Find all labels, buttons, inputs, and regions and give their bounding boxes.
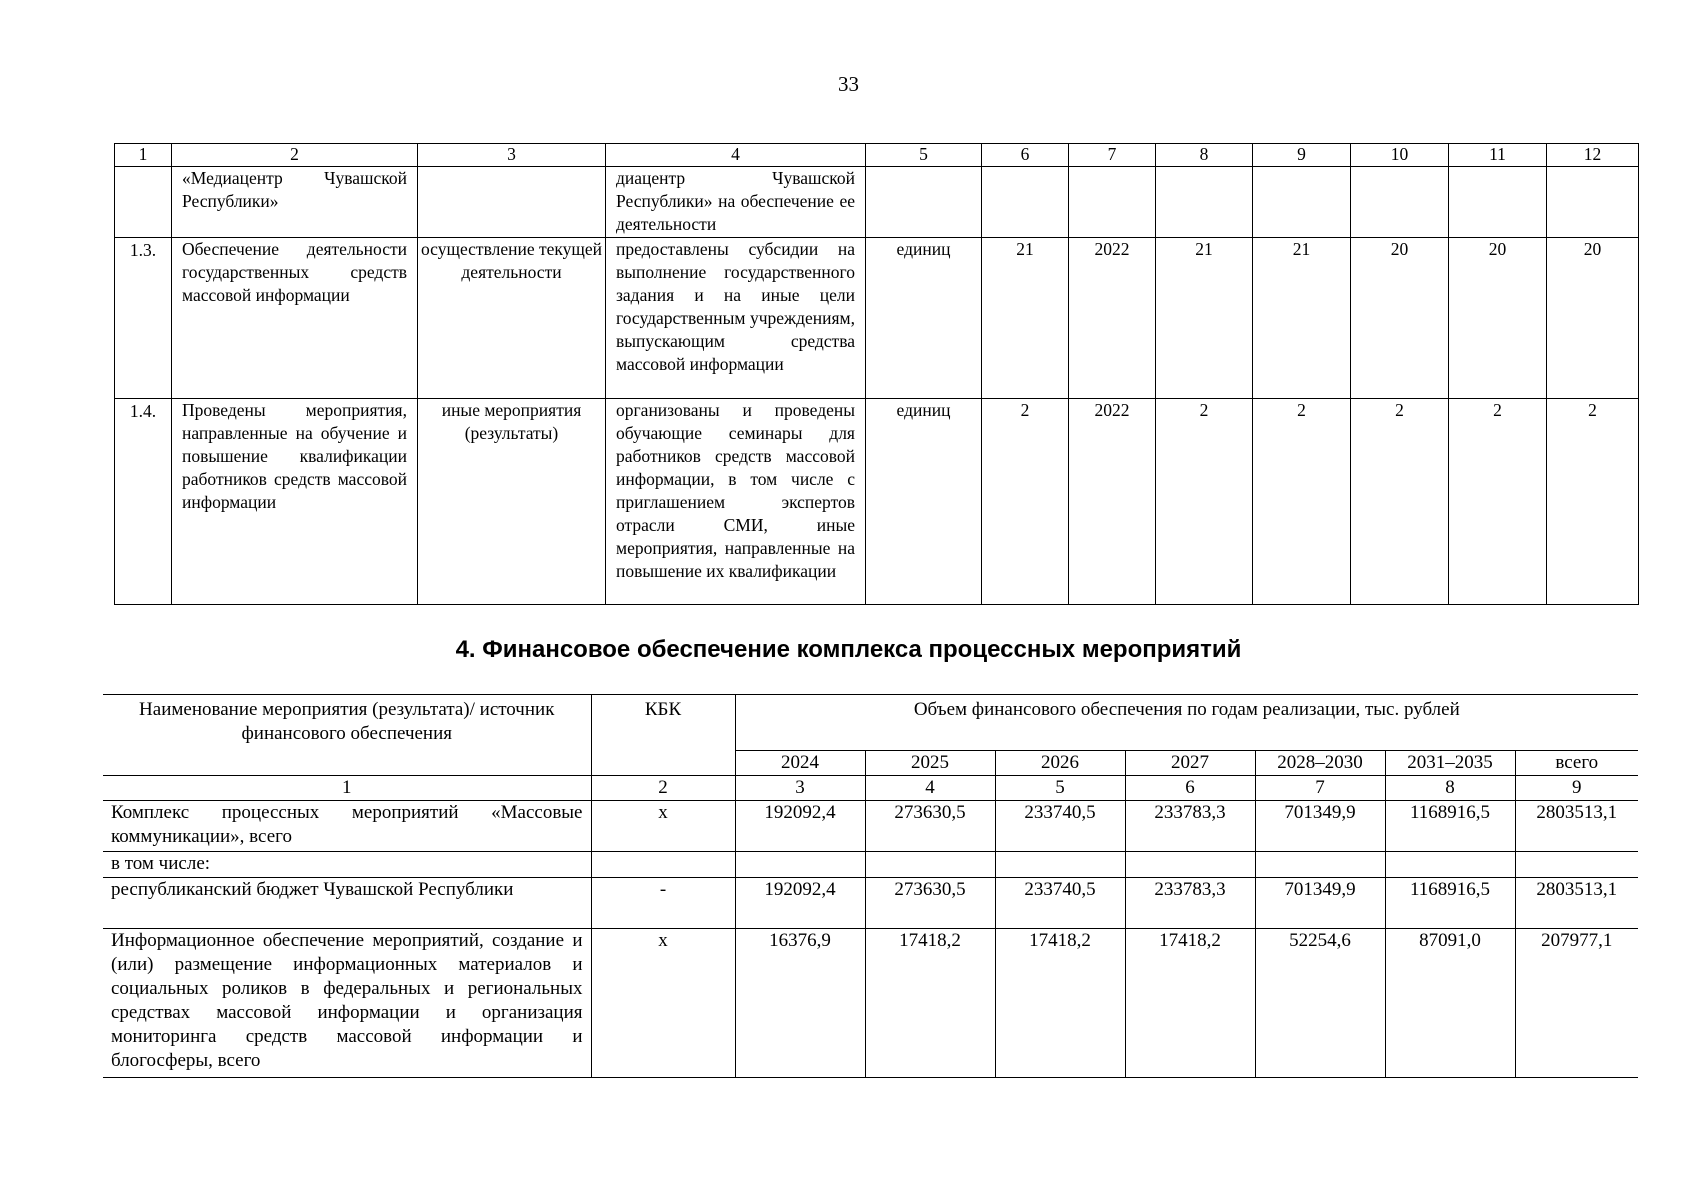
column-number: 3 <box>418 144 606 167</box>
table-row <box>103 929 1638 1078</box>
value-2024 <box>1156 167 1253 238</box>
column-number: 6 <box>1125 776 1255 801</box>
value-cell: 192092,4 <box>735 878 865 929</box>
value-2026: 2 <box>1351 399 1449 605</box>
table-row <box>103 878 1638 929</box>
column-number: 1 <box>115 144 172 167</box>
column-number: 1 <box>103 776 591 801</box>
task-description: предоставлены субсидии на выполнение государственного задания и на иные цели государственным учреждениям, выпускающим средства массовой информации <box>606 238 866 399</box>
value-2024: 2 <box>1156 399 1253 605</box>
value-cell: 273630,5 <box>865 878 995 929</box>
value-2028: 2 <box>1547 399 1639 605</box>
unit <box>866 167 982 238</box>
row-kbk: х <box>591 801 735 852</box>
value-cell <box>865 852 995 878</box>
table-row <box>103 801 1638 852</box>
year-header: 2026 <box>995 751 1125 776</box>
total-header: всего <box>1515 751 1638 776</box>
year-header: 2024 <box>735 751 865 776</box>
row-name: в том числе: <box>103 852 591 878</box>
column-number-row <box>103 776 1638 801</box>
table-header-row <box>103 695 1638 751</box>
row-number <box>115 167 172 238</box>
value-2027: 20 <box>1449 238 1547 399</box>
unit: единиц <box>866 399 982 605</box>
task-description: организованы и проведены обучающие семинары для работников средств массовой информации, в том числе с приглашением экспертов отрасли СМИ, иные мероприятия, направленные на повышение их квалификации <box>606 399 866 605</box>
value-cell: 1168916,5 <box>1385 878 1515 929</box>
value-2025 <box>1253 167 1351 238</box>
year-header: 2025 <box>865 751 995 776</box>
value-cell: 52254,6 <box>1255 929 1385 1078</box>
value-cell: 17418,2 <box>995 929 1125 1078</box>
value-2025: 2 <box>1253 399 1351 605</box>
value-cell: 207977,1 <box>1515 929 1638 1078</box>
table-row <box>115 399 1639 605</box>
column-number: 5 <box>995 776 1125 801</box>
row-number: 1.3. <box>115 238 172 399</box>
column-number: 9 <box>1253 144 1351 167</box>
page-number: 33 <box>838 72 859 96</box>
task-name: Обеспечение деятельности государственных средств массовой информации <box>172 238 418 399</box>
value-cell: 273630,5 <box>865 801 995 852</box>
year-header: 2027 <box>1125 751 1255 776</box>
value-cell: 16376,9 <box>735 929 865 1078</box>
year-header: 2031–2035 <box>1385 751 1515 776</box>
value-cell: 2803513,1 <box>1515 878 1638 929</box>
row-name: Информационное обеспечение мероприятий, создание и (или) размещение информационных материалов и социальных роликов в федеральных и региональных средствах массовой информации и организация мониторинга средств массовой информации и блогосферы, всего <box>103 929 591 1078</box>
value-cell: 2803513,1 <box>1515 801 1638 852</box>
header-volume: Объем финансового обеспечения по годам реализации, тыс. рублей <box>735 695 1638 751</box>
value-2027: 2 <box>1449 399 1547 605</box>
task-type: иные мероприятия (результаты) <box>418 399 606 605</box>
row-kbk: - <box>591 878 735 929</box>
value-cell <box>1125 852 1255 878</box>
row-name: республиканский бюджет Чувашской Республики <box>103 878 591 929</box>
section-title: 4. Финансовое обеспечение комплекса процессных мероприятий <box>455 636 1242 663</box>
task-type <box>418 167 606 238</box>
column-number: 11 <box>1449 144 1547 167</box>
value-2024: 21 <box>1156 238 1253 399</box>
value-2025: 21 <box>1253 238 1351 399</box>
column-number: 7 <box>1255 776 1385 801</box>
column-number: 10 <box>1351 144 1449 167</box>
task-name: «Медиацентр Чувашской Республики» <box>172 167 418 238</box>
row-name: Комплекс процессных мероприятий «Массовые коммуникации», всего <box>103 801 591 852</box>
value-cell: 233740,5 <box>995 801 1125 852</box>
task-description: диацентр Чувашской Республики» на обеспечение ее деятельности <box>606 167 866 238</box>
column-number: 8 <box>1385 776 1515 801</box>
value-2026 <box>1351 167 1449 238</box>
table-row <box>115 167 1639 238</box>
value-cell <box>995 852 1125 878</box>
table-row <box>103 852 1638 878</box>
header-name: Наименование мероприятия (результата)/ источник финансового обеспечения <box>103 695 591 776</box>
base-value: 21 <box>982 238 1069 399</box>
year-header: 2028–2030 <box>1255 751 1385 776</box>
value-cell: 233783,3 <box>1125 878 1255 929</box>
base-value: 2 <box>982 399 1069 605</box>
column-number-row <box>115 144 1639 167</box>
column-number: 9 <box>1515 776 1638 801</box>
value-cell: 701349,9 <box>1255 801 1385 852</box>
column-number: 4 <box>606 144 866 167</box>
table-row <box>115 238 1639 399</box>
column-number: 2 <box>591 776 735 801</box>
results-table <box>114 143 1639 605</box>
value-2026: 20 <box>1351 238 1449 399</box>
value-cell: 701349,9 <box>1255 878 1385 929</box>
row-kbk <box>591 852 735 878</box>
value-2027 <box>1449 167 1547 238</box>
column-number: 4 <box>865 776 995 801</box>
value-cell <box>1255 852 1385 878</box>
row-number: 1.4. <box>115 399 172 605</box>
value-cell: 233740,5 <box>995 878 1125 929</box>
task-name: Проведены мероприятия, направленные на обучение и повышение квалификации работников средств массовой информации <box>172 399 418 605</box>
value-cell: 192092,4 <box>735 801 865 852</box>
column-number: 7 <box>1069 144 1156 167</box>
header-kbk: КБК <box>591 695 735 776</box>
base-value <box>982 167 1069 238</box>
value-cell <box>1385 852 1515 878</box>
value-2028 <box>1547 167 1639 238</box>
value-2028: 20 <box>1547 238 1639 399</box>
column-number: 6 <box>982 144 1069 167</box>
column-number: 12 <box>1547 144 1639 167</box>
value-cell <box>1515 852 1638 878</box>
value-cell: 1168916,5 <box>1385 801 1515 852</box>
base-year: 2022 <box>1069 399 1156 605</box>
financing-table <box>103 694 1638 1078</box>
base-year: 2022 <box>1069 238 1156 399</box>
column-number: 8 <box>1156 144 1253 167</box>
value-cell: 233783,3 <box>1125 801 1255 852</box>
row-kbk: х <box>591 929 735 1078</box>
value-cell: 17418,2 <box>1125 929 1255 1078</box>
base-year <box>1069 167 1156 238</box>
value-cell <box>735 852 865 878</box>
column-number: 3 <box>735 776 865 801</box>
value-cell: 17418,2 <box>865 929 995 1078</box>
column-number: 5 <box>866 144 982 167</box>
unit: единиц <box>866 238 982 399</box>
task-type: осуществление текущей деятельности <box>418 238 606 399</box>
value-cell: 87091,0 <box>1385 929 1515 1078</box>
column-number: 2 <box>172 144 418 167</box>
